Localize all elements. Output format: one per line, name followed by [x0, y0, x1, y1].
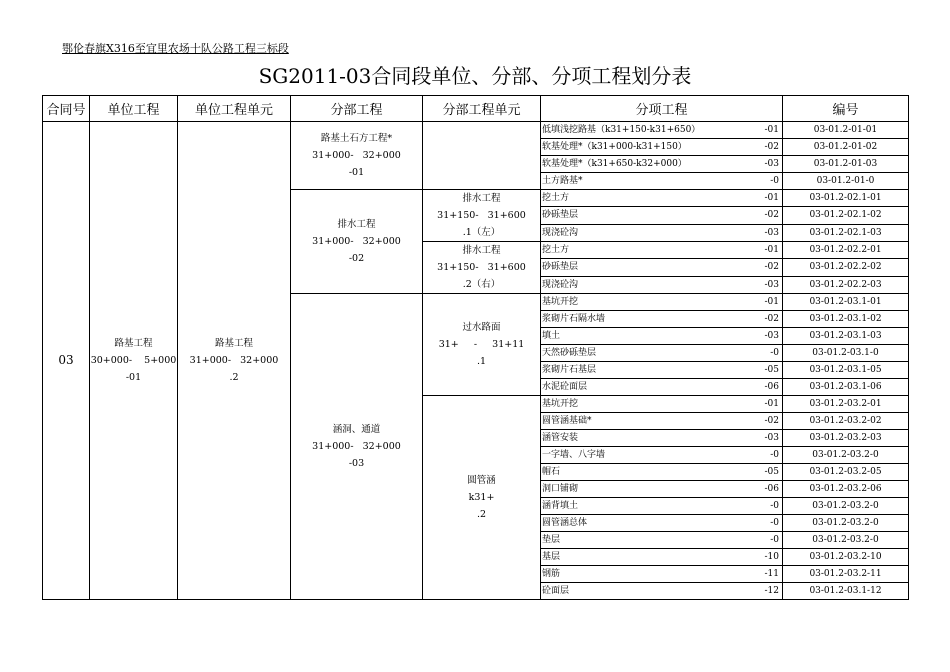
item-name: 现浇砼沟: [542, 227, 579, 238]
item-suffix: -0: [770, 535, 779, 545]
item-cell: [541, 464, 783, 481]
item-name: 现浇砼沟: [542, 279, 579, 290]
sub-part-element-cell-empty: [423, 122, 541, 190]
item-cell: [541, 498, 783, 515]
item-code: 03-01.2-03.2-0: [783, 532, 909, 549]
item-code: 03-01.2-01-01: [783, 122, 909, 139]
item-code: 03-01.2-03.1-01: [783, 294, 909, 311]
item-suffix: -03: [764, 227, 779, 238]
item-name: 水泥砼面层: [542, 382, 588, 392]
item-name: 洞口铺砌: [542, 484, 579, 494]
item-cell: [541, 122, 783, 139]
item-suffix: -02: [764, 142, 779, 152]
item-suffix: -02: [764, 416, 779, 426]
item-name: 低填浅挖路基（k31+150-k31+650）: [542, 125, 701, 135]
item-cell: [541, 481, 783, 498]
sub-part-element-name: 过水路面: [462, 322, 501, 333]
item-cell: [541, 515, 783, 532]
sub-part-cell-culvert: [291, 294, 423, 600]
item-name: 软基处理*（k31+000-k31+150）: [542, 142, 687, 152]
item-suffix: -10: [764, 552, 779, 562]
item-code: 03-01.2-03.2-0: [783, 498, 909, 515]
sub-part-suffix: -03: [348, 458, 365, 469]
item-suffix: -03: [764, 331, 779, 341]
item-cell: [541, 566, 783, 583]
item-code: 03-01.2-03.1-06: [783, 379, 909, 396]
item-suffix: -0: [770, 348, 779, 358]
item-code: 03-01.2-03.2-05: [783, 464, 909, 481]
item-suffix: -05: [764, 365, 779, 375]
item-code: 03-01.2-03.2-10: [783, 549, 909, 566]
item-name: 涵背填土: [542, 501, 579, 511]
item-suffix: -0: [770, 450, 779, 460]
item-suffix: -01: [764, 193, 779, 203]
item-code: 03-01.2-03.1-05: [783, 362, 909, 379]
item-name: 天然砂砾垫层: [542, 348, 597, 358]
item-suffix: -0: [770, 176, 779, 186]
sub-part-cell-earthwork: [291, 122, 423, 190]
item-cell: [541, 276, 783, 293]
sub-part-name: 涵洞、通道: [332, 424, 381, 435]
item-cell: [541, 345, 783, 362]
item-suffix: -0: [770, 501, 779, 511]
item-name: 填土: [542, 331, 561, 341]
sub-part-suffix: -02: [348, 253, 365, 264]
item-cell: [541, 190, 783, 207]
sub-part-element-suffix: .2（右）: [462, 279, 501, 290]
item-suffix: -01: [764, 399, 779, 409]
division-table: [42, 95, 909, 600]
col-header-sub-part: 分部工程: [291, 96, 423, 122]
item-code: 03-01.2-03.2-0: [783, 515, 909, 532]
item-code: 03-01.2-02.2-02: [783, 259, 909, 276]
unit-element-name: 路基工程: [214, 338, 253, 349]
item-suffix: -01: [764, 125, 779, 135]
item-code: 03-01.2-03.1-0: [783, 345, 909, 362]
item-cell: [541, 362, 783, 379]
item-suffix: -05: [764, 467, 779, 477]
item-code: 03-01.2-03.2-11: [783, 566, 909, 583]
sub-part-cell-drainage: [291, 190, 423, 294]
item-cell: [541, 259, 783, 276]
item-name: 圆管涵基础*: [542, 416, 592, 426]
item-code: 03-01.2-02.1-03: [783, 224, 909, 241]
item-cell: [541, 532, 783, 549]
item-code: 03-01.2-02.2-01: [783, 242, 909, 259]
sub-part-element-suffix: .1: [476, 356, 487, 367]
item-name: 砂砾垫层: [542, 210, 579, 221]
item-cell: [541, 173, 783, 190]
item-cell: [541, 379, 783, 396]
project-name: 鄂伦春旗X316至宜里农场十队公路工程三标段: [62, 42, 289, 55]
table-row: [43, 122, 909, 139]
item-suffix: -03: [764, 433, 779, 443]
item-code: 03-01.2-03.1-02: [783, 311, 909, 328]
sub-part-name: 路基土石方工程*: [320, 133, 393, 144]
item-name: 砂砾垫层: [542, 262, 579, 273]
sub-part-element-name: 圆管涵: [467, 475, 496, 486]
item-code: 03-01.2-01-03: [783, 156, 909, 173]
item-cell: [541, 294, 783, 311]
item-name: 帽石: [542, 467, 561, 477]
item-name: 圆管涵总体: [542, 518, 588, 528]
sub-part-element-range: k31+: [468, 492, 495, 503]
item-code: 03-01.2-03.1-12: [783, 583, 909, 600]
unit-range: 30+000- 5+000: [90, 355, 177, 366]
sub-part-range: 31+000- 32+000: [312, 441, 401, 452]
item-name: 挖土方: [542, 245, 570, 255]
item-suffix: -02: [764, 262, 779, 273]
item-name: 浆砌片石基层: [542, 365, 597, 375]
item-cell: [541, 430, 783, 447]
item-suffix: -06: [764, 382, 779, 392]
item-cell: [541, 396, 783, 413]
item-cell: [541, 413, 783, 430]
item-cell: [541, 311, 783, 328]
col-header-sub-part-element: 分部工程单元: [423, 96, 541, 122]
item-name: 一字墙、八字墙: [542, 450, 606, 460]
contract-no: 03: [58, 353, 74, 367]
sub-part-element-cell-left: [423, 190, 541, 242]
item-cell: [541, 207, 783, 224]
item-code: 03-01.2-03.2-01: [783, 396, 909, 413]
unit-suffix: -01: [125, 372, 142, 383]
item-suffix: -03: [764, 279, 779, 290]
col-header-contract: 合同号: [43, 96, 90, 122]
item-code: 03-01.2-02.2-03: [783, 276, 909, 293]
sub-part-element-cell-ford: [423, 294, 541, 396]
item-code: 03-01.2-03.2-02: [783, 413, 909, 430]
contract-no-cell: [43, 122, 90, 600]
item-name: 涵管安装: [542, 433, 579, 443]
item-name: 基坑开挖: [542, 399, 579, 409]
sub-part-element-suffix: .2: [476, 509, 487, 520]
item-suffix: -01: [764, 297, 779, 307]
item-suffix: -11: [764, 569, 779, 579]
item-code: 03-01.2-03.2-0: [783, 447, 909, 464]
sub-part-element-range: 31+ - 31+11: [438, 339, 525, 350]
unit-cell: [90, 122, 178, 600]
sub-part-name: 排水工程: [337, 219, 376, 230]
item-name: 基层: [542, 552, 561, 562]
item-name: 垫层: [542, 535, 561, 545]
item-name: 砼面层: [542, 586, 570, 596]
item-suffix: -06: [764, 484, 779, 494]
item-cell: [541, 156, 783, 173]
sub-part-range: 31+000- 32+000: [312, 236, 401, 247]
item-code: 03-01.2-03.2-06: [783, 481, 909, 498]
sub-part-suffix: -01: [348, 167, 365, 178]
item-code: 03-01.2-02.1-02: [783, 207, 909, 224]
item-suffix: -02: [764, 314, 779, 324]
unit-element-cell: [178, 122, 291, 600]
sub-part-element-suffix: .1（左）: [462, 227, 501, 238]
col-header-unit-element: 单位工程单元: [178, 96, 291, 122]
sub-part-range: 31+000- 32+000: [312, 150, 401, 161]
item-name: 软基处理*（k31+650-k32+000）: [542, 159, 687, 169]
unit-name: 路基工程: [114, 338, 153, 349]
item-cell: [541, 447, 783, 464]
item-name: 钢筋: [542, 569, 561, 579]
item-cell: [541, 549, 783, 566]
item-cell: [541, 242, 783, 259]
table-body: [43, 122, 909, 600]
sub-part-element-cell-pipe-culvert: [423, 396, 541, 600]
item-code: 03-01.2-03.2-03: [783, 430, 909, 447]
col-header-code: 编号: [783, 96, 909, 122]
unit-element-suffix: .2: [229, 372, 239, 383]
sub-part-element-name: 排水工程: [462, 245, 501, 256]
item-suffix: -0: [770, 518, 779, 528]
item-cell: [541, 139, 783, 156]
item-name: 土方路基*: [542, 176, 583, 186]
item-name: 挖土方: [542, 193, 570, 203]
item-code: 03-01.2-01-0: [783, 173, 909, 190]
table-header-row: [43, 96, 909, 122]
item-cell: [541, 328, 783, 345]
col-header-item: 分项工程: [541, 96, 783, 122]
item-name: 浆砌片石隔水墙: [542, 314, 606, 324]
item-suffix: -02: [764, 210, 779, 221]
sub-part-element-cell-right: [423, 242, 541, 294]
item-cell: [541, 583, 783, 600]
sub-part-element-range: 31+150- 31+600: [437, 210, 526, 221]
item-suffix: -03: [764, 159, 779, 169]
col-header-unit: 单位工程: [90, 96, 178, 122]
item-code: 03-01.2-03.1-03: [783, 328, 909, 345]
item-suffix: -01: [764, 245, 779, 255]
page-title: SG2011-03合同段单位、分部、分项工程划分表: [258, 64, 692, 88]
sub-part-element-name: 排水工程: [462, 193, 501, 204]
sub-part-element-range: 31+150- 31+600: [437, 262, 526, 273]
item-code: 03-01.2-01-02: [783, 139, 909, 156]
unit-element-range: 31+000- 32+000: [189, 355, 279, 366]
item-name: 基坑开挖: [542, 297, 579, 307]
item-code: 03-01.2-02.1-01: [783, 190, 909, 207]
item-suffix: -12: [764, 586, 779, 596]
item-cell: [541, 224, 783, 241]
